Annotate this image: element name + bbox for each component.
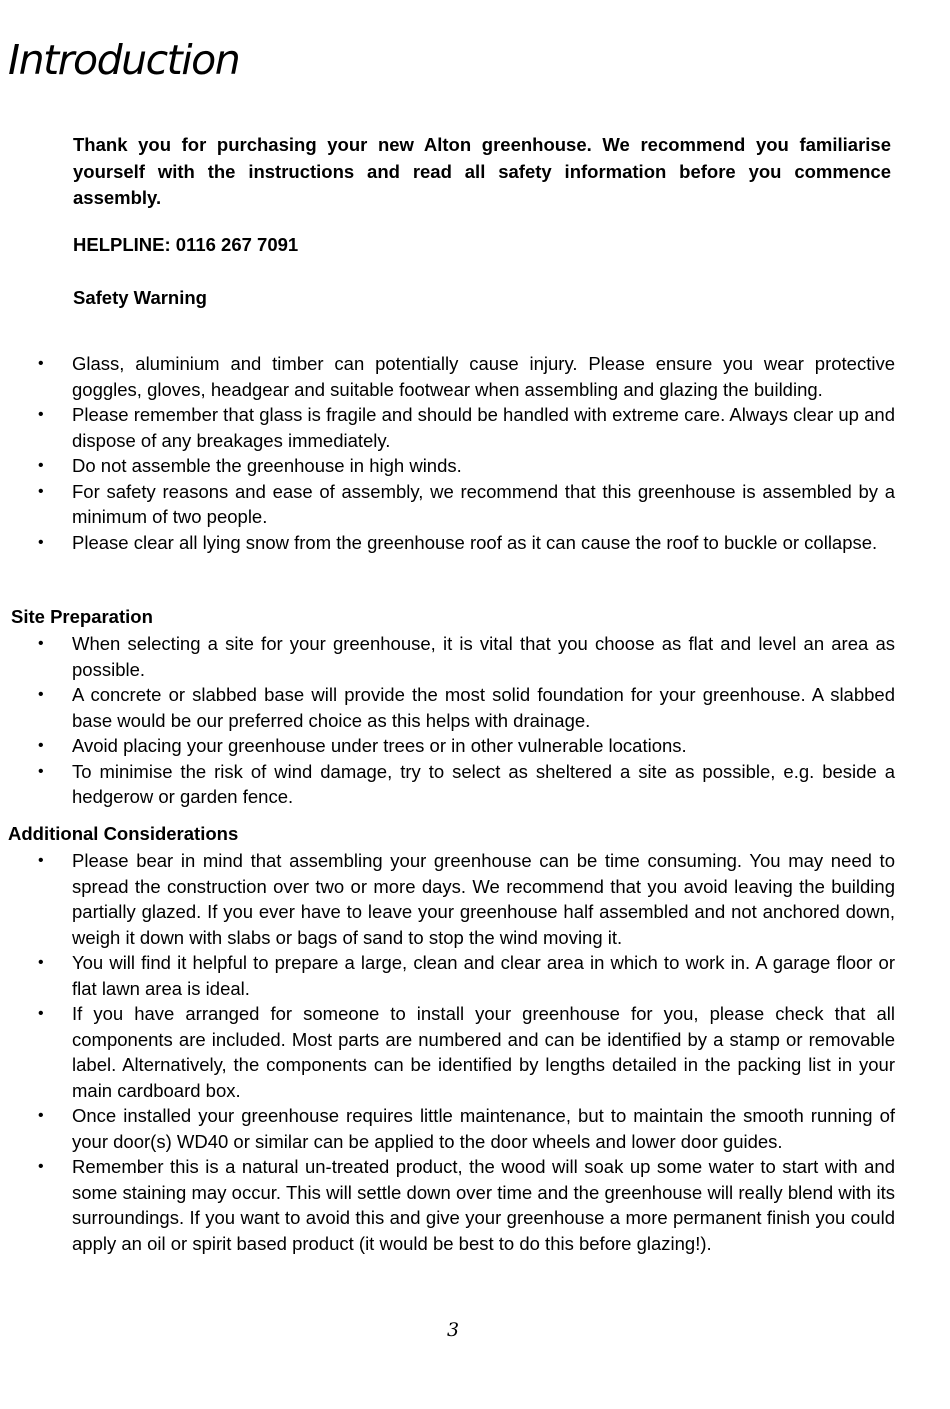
list-item: • If you have arranged for someone to install your greenhouse for you, please check that all components are included. Most parts are numbered and can be identified by a stamp or removable label. Alternatively, the components can be identified by lengths detailed in the packing list in your main cardboard box. (38, 1003, 895, 1101)
list-item: • You will find it helpful to prepare a large, clean and clear area in which to work in. A garage floor or flat lawn area is ideal. (38, 952, 895, 999)
list-item: • For safety reasons and ease of assembly, we recommend that this greenhouse is assembled by a minimum of two people. (38, 480, 895, 527)
safety-warning-list (0, 351, 895, 555)
bullet-icon: • (38, 355, 44, 372)
bullet-icon: • (38, 852, 44, 869)
bullet-icon: • (38, 406, 44, 423)
list-item: • When selecting a site for your greenhouse, it is vital that you choose as flat and level an area as possible. (38, 633, 895, 680)
bullet-icon: • (38, 533, 44, 551)
helpline-text: HELPLINE: 0116 267 7091 (73, 234, 299, 255)
additional-considerations-heading: Additional Considerations (8, 823, 239, 844)
list-item: • Remember this is a natural un-treated product, the wood will soak up some water to start with and some staining may occur. This will settle down over time and the greenhouse will really blend with its surroundings. If you want to avoid this and give your greenhouse a more permanent finish you could apply an oil or spirit based product (it would be best to do this before glazing!). (38, 1156, 895, 1254)
list-item: • Glass, aluminium and timber can potentially cause injury. Please ensure you wear protective goggles, gloves, headgear and suitable footwear when assembling and glazing the building. (38, 353, 895, 400)
list-item: • A concrete or slabbed base will provide the most solid foundation for your greenhouse. A slabbed base would be our preferred choice as this helps with drainage. (38, 684, 895, 731)
bullet-icon: • (38, 457, 44, 474)
list-item: • Once installed your greenhouse requires little maintenance, but to maintain the smooth running of your door(s) WD40 or similar can be applied to the door wheels and lower door guides. (38, 1105, 895, 1152)
bullet-icon: • (38, 635, 44, 652)
bullet-icon: • (38, 482, 44, 500)
bullet-icon: • (38, 954, 44, 971)
list-item: • Avoid placing your greenhouse under trees or in other vulnerable locations. (0, 733, 895, 759)
bullet-icon: • (38, 737, 44, 754)
site-preparation-list (0, 631, 895, 810)
bullet-icon: • (38, 1005, 44, 1022)
list-item: • Please bear in mind that assembling your greenhouse can be time consuming. You may need to spread the construction over two or more days. We recommend that you avoid leaving the building partially glazed. If you ever have to leave your greenhouse half assembled and not anchored down, weigh it down with slabs or bags of sand to stop the wind moving it. (38, 850, 895, 948)
bullet-icon: • (38, 762, 44, 780)
page-number: 3 (447, 1319, 460, 1341)
page-title: Introduction (8, 36, 240, 84)
bullet-icon: • (38, 1107, 44, 1124)
list-item: • Please clear all lying snow from the greenhouse roof as it can cause the roof to buckle or collapse. (0, 530, 895, 556)
site-preparation-heading: Site Preparation (11, 606, 153, 627)
bullet-icon: • (38, 1158, 44, 1175)
intro-paragraph: Thank you for purchasing your new Alton greenhouse. We recommend you familiarise yourself with the instructions and read all safety information before you commence assembly. (73, 134, 891, 208)
list-item: • Do not assemble the greenhouse in high winds. (0, 453, 895, 479)
list-item: • To minimise the risk of wind damage, try to select as sheltered a site as possible, e.g. beside a hedgerow or garden fence. (38, 760, 895, 807)
additional-considerations-list (0, 848, 895, 1256)
bullet-icon: • (38, 686, 44, 703)
safety-warning-heading: Safety Warning (73, 287, 207, 308)
list-item: • Please remember that glass is fragile and should be handled with extreme care. Always clear up and dispose of any breakages immediately. (38, 404, 895, 451)
